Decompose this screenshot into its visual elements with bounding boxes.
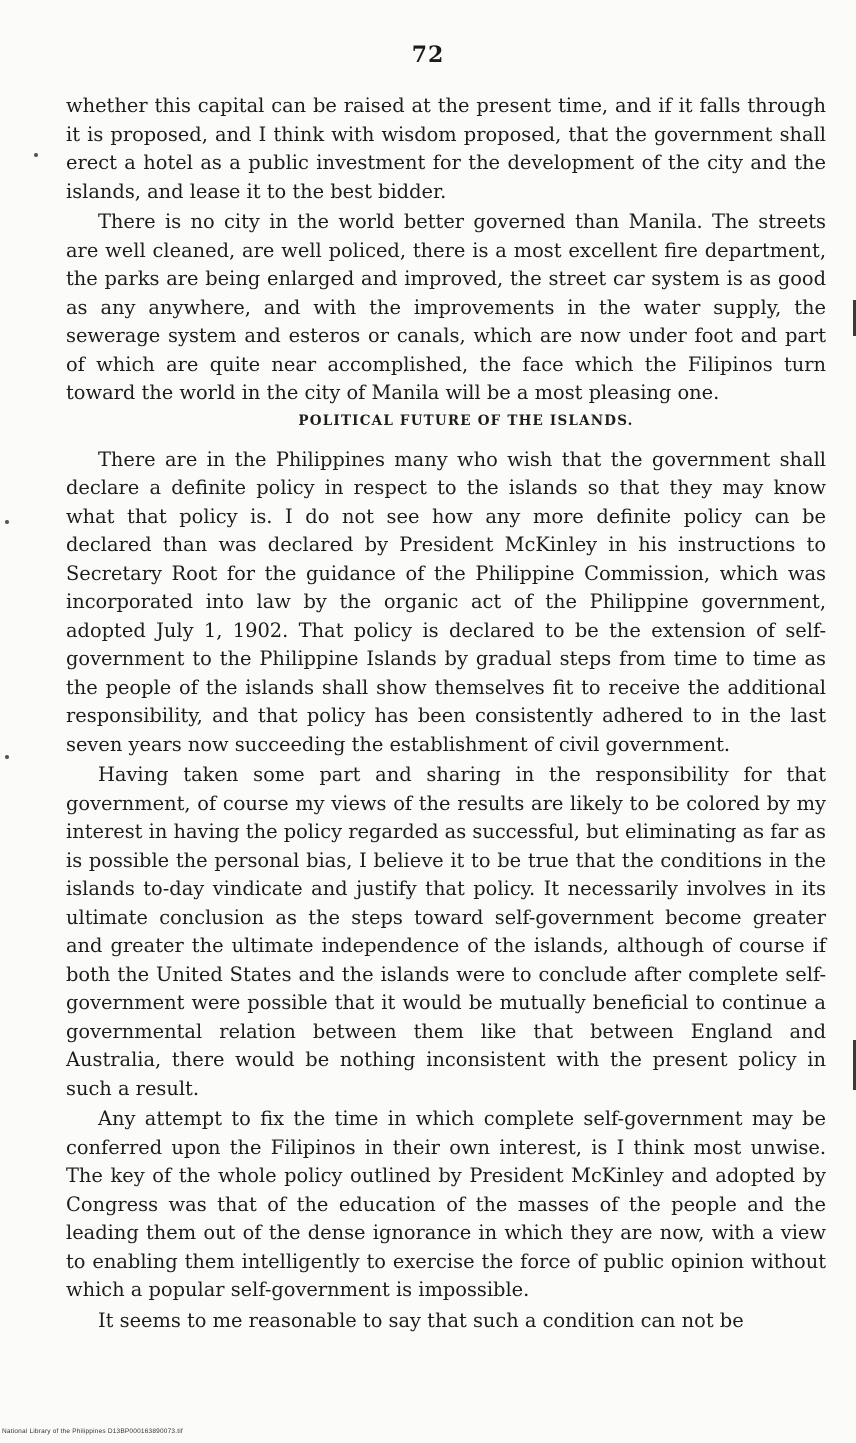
margin-dot [5,755,9,759]
footer-note: National Library of the Philippines D13BP000163890073.tif [2,1428,183,1435]
margin-dot [5,520,9,524]
paragraph: whether this capital can be raised at the present time, and if it falls through it is proposed, and I think with wisdom proposed, that the government shall erect a hotel as a public investment for the development of the city and the islands, and lease it to the best bidder. [66,94,826,203]
page-number: 72 [411,42,445,68]
body-text [66,92,826,1337]
paragraph: Having taken some part and sharing in the responsibility for that government, of course my views of the results are likely to be colored by my interest in having the policy regarded as successful, but eliminating as far as is possible the personal bias, I believe it to be true that the conditions in the islands to-day vindicate and justify that policy. It necessarily involves in its ultimate conclusion as the steps toward self-government become greater and greater the ultimate independence of the islands, although of course if both the United States and the islands were to conclude after complete self-government were possible that it would be mutually beneficial to continue a governmental relation between them like that between England and Australia, there would be nothing inconsistent with the present policy in such a result. [66,763,826,1100]
margin-dot [34,153,38,157]
section-heading: POLITICAL FUTURE OF THE ISLANDS. [298,412,634,429]
paragraph: There is no city in the world better governed than Manila. The streets are well cleaned, are well policed, there is a most excellent fire department, the parks are being enlarged and improved, the street car system is as good as any anywhere, and with the improvements in the water supply, the sewerage system and esteros or canals, which are now under foot and part of which are quite near accomplished, the face which the Filipinos turn toward the world in the city of Manila will be a most pleasing one. [66,210,826,404]
paragraph: There are in the Philippines many who wish that the government shall declare a definite policy in respect to the islands so that they may know what that policy is. I do not see how any more definite policy can be declared than was declared by President McKinley in his instructions to Secretary Root for the guidance of the Philippine Commission, which was incorporated into law by the organic act of the Philippine government, adopted July 1, 1902. That policy is declared to be the extension of self-government to the Philippine Islands by gradual steps from time to time as the people of the islands shall show themselves fit to receive the additional responsibility, and that policy has been consistently adhered to in the last seven years now succeeding the establishment of civil government. [66,447,826,756]
paragraph: It seems to me reasonable to say that such a condition can not be [98,1308,744,1332]
paragraph: Any attempt to fix the time in which complete self-government may be conferred upon the Filipinos in their own interest, is I think most unwise. The key of the whole policy outlined by President McKinley and adopted by Congress was that of the education of the masses of the people and the leading them out of the dense ignorance in which they are now, with a view to enabling them intelligently to exercise the force of public opinion without which a popular self-government is impossible. [66,1107,826,1301]
